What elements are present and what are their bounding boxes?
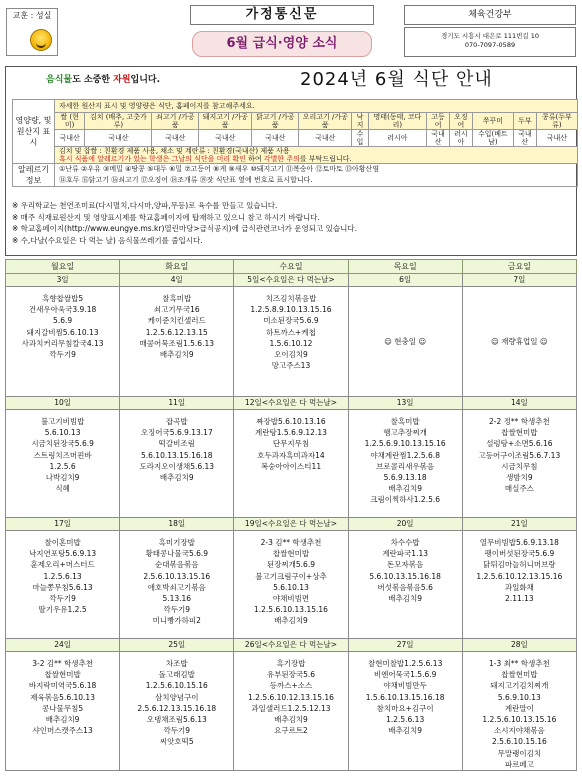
origin-header: 김치 (배추, 고춧가루) — [85, 113, 152, 130]
menu-item: 흑기장밥 — [276, 659, 306, 668]
slogan-part: 음식물 — [46, 75, 73, 85]
menu-item: 2.5.6.12.13.15.16.18 — [137, 703, 217, 713]
menu-item: 바지락미역국5.6.18 — [28, 681, 97, 691]
origin-table — [12, 99, 578, 187]
menu-item: 흑향찹쌀밥5 — [42, 294, 84, 303]
menu-item: 시금치무침 — [501, 461, 538, 471]
kimchi-note — [55, 147, 578, 164]
origin-label: 영양량, 및 원산지 표시 — [13, 100, 55, 164]
menu-item: 찹쌀현미밥 — [501, 670, 538, 680]
menu-item: 치즈김치볶음밥 — [265, 294, 317, 303]
menu-cell — [234, 287, 348, 397]
slogan-part: 자원 — [113, 75, 131, 85]
menu-item: 1.2.5.8.9.10.13.15.16 — [250, 305, 332, 315]
menu-item: 매콤어묵조림1.5.6.13 — [139, 338, 215, 348]
menu-item: 건새우아욱국3.9.18 — [28, 305, 97, 315]
menu-item: 5.6.9.10.13 — [497, 692, 541, 702]
menu-item: 참치마요+김구이 — [376, 703, 434, 713]
notice-item: ※ 우리학교는 천연조미료(다시멸치,다시마,양파,무등)로 육수를 만들고 있습니다. — [12, 201, 278, 210]
origin-value: 러시아 — [449, 130, 472, 147]
menu-item: 1.2.5.6.12.13.15 — [145, 327, 208, 337]
menu-date: 14일 — [462, 397, 576, 410]
school-motto: 교훈 : 성실 — [12, 11, 52, 20]
menu-item: 돌고래김밥 — [158, 670, 195, 680]
menu-item: 불고기크림구이+상추 — [255, 571, 327, 581]
notice-item: ※ 학교홈페이지(http://www.eungye.ms.kr)열린마당>급식공지)에 급식관련코너가 운영되고 있습니다. — [12, 224, 358, 233]
menu-item: 미소된장국5.6.9 — [263, 316, 319, 326]
menu-item: 매실주스 — [504, 484, 534, 494]
menu-item: 5.13.16 — [162, 594, 192, 604]
menu-item: 찹쌀현미밥 — [272, 549, 310, 559]
newsletter-title: 가정통신문 — [190, 5, 374, 25]
menu-date: 25일 — [120, 639, 234, 652]
menu-item: 1.2.5.6 — [49, 461, 76, 471]
menu-item: 황태콩나물국5.6.9 — [145, 549, 209, 559]
menu-item: 깍두기9 — [49, 350, 76, 360]
menu-cell — [348, 531, 462, 639]
menu-cell — [120, 287, 234, 397]
allergy-warning-end: 를 부탁드립니다. — [299, 155, 352, 163]
menu-item: 과일화채 — [504, 582, 534, 592]
origin-value: 국내산 — [427, 130, 450, 147]
contact-info — [404, 27, 576, 57]
menu-cell — [234, 531, 348, 639]
menu-item: 파르페고 — [504, 759, 534, 769]
menu-cell — [234, 410, 348, 518]
menu-item: 오이김치9 — [274, 350, 308, 360]
origin-value: 국내산 — [85, 130, 152, 147]
slogan-part: 도 소중한 — [72, 75, 114, 85]
menu-item: 계란탕1.5.6.9.12.13 — [255, 428, 327, 438]
menu-item: 케이준치킨샐러드 — [147, 316, 206, 326]
notice-item: ※ 수,다날(수요일은 다 먹는 날) 음식물쓰레기를 줄입시다. — [12, 235, 203, 245]
allergy-label: 알레르기 정보 — [13, 164, 55, 187]
menu-date: 3일 — [6, 274, 120, 287]
notice-list — [12, 200, 572, 246]
menu-item: 찰흑미밥 — [390, 417, 420, 426]
menu-item: 망고주스13 — [271, 361, 311, 371]
origin-header: 고등어 — [427, 113, 450, 130]
menu-item: 열무비빔밥5.6.9.13.18 — [479, 538, 559, 547]
menu-item: 배추김치9 — [159, 350, 194, 360]
menu-cell — [6, 287, 120, 397]
notice-item: ※ 매주 식재료원산지 및 영양표시제를 학교홈페이지에 탑재하고 있으니 참고 하시기 바랍니다. — [12, 212, 320, 222]
menu-item: 배추김치9 — [388, 594, 423, 604]
menu-date: 11일 — [120, 397, 234, 410]
menu-item: 샤인머스캣주스13 — [32, 726, 93, 736]
menu-item: 훈제오리+머스터드 — [30, 560, 95, 570]
origin-value: 국내산 — [536, 130, 577, 147]
menu-date: 5일<수요일은 다 먹는날> — [234, 274, 348, 287]
menu-item: 배추김치9 — [388, 484, 423, 494]
allergy-info — [55, 164, 578, 187]
allergy-line: ①난류 ②우유 ③메밀 ④땅콩 ⑤대두 ⑥밀 ⑦고등어 ⑧게 ⑨새우 ⑩돼지고기 ⑪복숭아 ⑫토마토 ⑬아황산염 — [59, 165, 380, 173]
menu-item: 사과치커리무침칼국4.13 — [21, 338, 104, 348]
origin-header: 콩류(두부류) — [536, 113, 577, 130]
origin-value: 국내산 — [299, 130, 352, 147]
menu-cell — [6, 410, 120, 518]
menu-item: 깍두기9 — [163, 605, 191, 615]
menu-item: 5.6.9.13.18 — [383, 473, 427, 483]
origin-value: 수입(베트남) — [472, 130, 513, 147]
menu-item: 유부된장국5.6 — [266, 670, 316, 680]
menu-item: 야채비빔면 — [272, 594, 310, 604]
menu-main-title: 2024년 6월 식단 안내 — [300, 69, 493, 90]
menu-item: 찰현미찰밥1.2.5.6.13 — [367, 659, 443, 668]
origin-header: 낙지 — [352, 113, 368, 130]
menu-item: 배추김치9 — [274, 616, 308, 626]
menu-item: ☺ 현충일 ☺ — [384, 336, 427, 346]
menu-date: 20일 — [348, 518, 462, 531]
menu-item: 1.2.5.6.9.10.13.15.16 — [364, 439, 446, 449]
menu-cell — [6, 531, 120, 639]
menu-item: 돈모자볶음 — [387, 560, 424, 570]
origin-value: 국내산 — [152, 130, 199, 147]
school-logo-icon — [30, 29, 52, 51]
menu-item: 된장찌개5.6.9 — [266, 560, 315, 570]
menu-item: 식혜 — [55, 484, 70, 494]
menu-item: 찰흑미밥 — [162, 294, 192, 303]
menu-item: 5.6.10.13 — [44, 428, 81, 438]
menu-date: 21일 — [462, 518, 576, 531]
menu-item: 1.2.5.6.10.13.15.16 — [482, 715, 557, 725]
menu-item: 호두과자흑미과자14 — [257, 450, 325, 460]
menu-item: 2.5.6.10.13.15.16 — [143, 571, 211, 581]
menu-item: 고등어구이조림5.6.7.13 — [478, 450, 561, 460]
day-header: 목요일 — [348, 260, 462, 274]
menu-date: 28일 — [462, 639, 576, 652]
menu-item: 떡갈비조림 — [158, 439, 195, 449]
day-header: 수요일 — [234, 260, 348, 274]
menu-item: 나박김치9 — [45, 473, 80, 483]
slogan-part: 입니다. — [130, 75, 161, 85]
menu-cell — [462, 531, 576, 639]
menu-item: 찹쌀현미밥 — [501, 428, 538, 438]
menu-cell — [120, 531, 234, 639]
menu-item: 낙지연포탕5.6.9.13 — [28, 549, 97, 559]
menu-item: 생밤치9 — [506, 473, 533, 483]
origin-header: 두부 — [513, 113, 536, 130]
menu-cell — [348, 410, 462, 518]
day-header: 월요일 — [6, 260, 120, 274]
origin-value: 수입 — [352, 130, 368, 147]
menu-item: 햄고추장찌개 — [383, 428, 427, 438]
menu-item: 차조밥 — [165, 659, 188, 668]
origin-value: 국내산 — [513, 130, 536, 147]
origin-header: 쌀 (현미) — [55, 113, 85, 130]
menu-item: 무말랭이김치 — [497, 748, 542, 758]
menu-date: 4일 — [120, 274, 234, 287]
menu-date: 24일 — [6, 639, 120, 652]
menu-cell — [120, 410, 234, 518]
menu-cell — [120, 652, 234, 771]
menu-item: 1-3 최** 학생추천 — [489, 659, 550, 668]
menu-item: 차수수밥 — [390, 538, 420, 547]
menu-item: 1.2.5.6.10.12.13.15.16 — [476, 571, 563, 581]
menu-item: 5.6.10.13.15.16.18 — [140, 450, 213, 460]
origin-header: 쇠고기 /가공품 — [152, 113, 199, 130]
menu-item: 시금치된장국5.6.9 — [31, 439, 94, 449]
menu-item: 계란파국1.13 — [382, 549, 428, 559]
day-header: 금요일 — [462, 260, 576, 274]
menu-item: 2-3 김** 학생추천 — [260, 538, 322, 547]
menu-item: 등까스+소스 — [269, 681, 313, 691]
menu-cell — [462, 410, 576, 518]
menu-date: 26일<수요일은 다 먹는날> — [234, 639, 348, 652]
menu-cell — [6, 652, 120, 771]
origin-note: 자세한 원산지 표시 및 영양량은 식단, 홈페이지를 참고해주세요. — [55, 100, 578, 113]
menu-item: 잡곡밥 — [165, 417, 188, 426]
menu-item: 미니빵가하피2 — [152, 616, 201, 626]
allergy-warning-emph: 각별한 주의 — [263, 155, 300, 163]
menu-item: 3-2 김** 학생추천 — [32, 659, 93, 668]
menu-item: 마늘쫑무침5.6.13 — [32, 582, 93, 592]
menu-item: 제육볶음5.6.10.13 — [30, 692, 95, 702]
eco-note: 김치 및 찹쌀 : 친환경 제품 사용, 채소 및 계란류 : 친환경(국내산) 제품 사용 — [59, 147, 290, 155]
menu-item: 계란말이 — [504, 703, 534, 713]
menu-item: 설렁탕+소면5.6.16 — [486, 439, 553, 449]
menu-item: ☺ 재량휴업일 ☺ — [491, 336, 548, 346]
origin-header: 오징어 — [449, 113, 472, 130]
menu-item: 1.2.5.6.13 — [43, 571, 82, 581]
menu-date: 18일 — [120, 518, 234, 531]
menu-table — [5, 259, 577, 771]
menu-item: 하트까스+케첩 — [266, 327, 316, 337]
menu-item: 딸기우유1.2.5 — [38, 605, 87, 615]
menu-item: 야채계란찜1.2.5.6.8 — [370, 450, 440, 460]
menu-item: 쇠고기무국16 — [153, 305, 200, 315]
menu-date: 17일 — [6, 518, 120, 531]
menu-cell — [462, 287, 576, 397]
menu-item: 오뎅채조림5.6.13 — [146, 715, 207, 725]
menu-item: 야채비빔만두 — [383, 681, 427, 691]
menu-item: 배추김치9 — [45, 715, 80, 725]
menu-item: 과일샐러드1.2.5.12.13 — [251, 703, 331, 713]
menu-item: 5.6.10.13 — [273, 582, 309, 592]
menu-date: 13일 — [348, 397, 462, 410]
menu-item: 5.6.9 — [53, 316, 73, 326]
menu-item: 찰이혼미밥 — [44, 538, 81, 547]
menu-item: 1.5.6.10.12 — [269, 338, 313, 348]
origin-value: 국내산 — [199, 130, 252, 147]
menu-item: 1.5.6.10.13.15.16.18 — [365, 692, 445, 702]
menu-item: 2.5.6.10.15.16 — [491, 737, 547, 747]
origin-header: 쭈꾸미 — [472, 113, 513, 130]
menu-item: 오징어국5.6.9.13.17 — [140, 428, 213, 438]
allergy-warning-mid: 하여 — [245, 155, 264, 163]
menu-item: 5.6.10.13.15.16.18 — [369, 571, 441, 581]
menu-item: 1.2.5.6.10.15.16 — [145, 681, 208, 691]
menu-item: 삼치양념구이 — [155, 692, 199, 702]
menu-item: 애호박쇠고기볶음 — [147, 582, 206, 592]
menu-item: 요구르트2 — [274, 726, 308, 736]
allergy-line: ⑭호두 ⑮닭고기 ⑯쇠고기 ⑰오징어 ⑱조개류 ⑲잣 식단표 옆에 번호로 표시합니다. — [59, 176, 313, 184]
menu-cell — [234, 652, 348, 771]
menu-date: 12일<수요일은 다 먹는날> — [234, 397, 348, 410]
origin-header: 명태(동태, 코다리) — [368, 113, 426, 130]
department: 체육건강부 — [404, 5, 576, 25]
origin-header: 오리고기 /가공품 — [299, 113, 352, 130]
menu-item: 복숭아아이스티11 — [260, 461, 322, 471]
menu-item: 단무지무침 — [272, 439, 310, 449]
menu-item: 돼지고기김치찌개 — [490, 681, 549, 691]
menu-item: 소시지야채볶음 — [494, 726, 545, 736]
menu-cell — [348, 287, 462, 397]
menu-item: 흑미기장밥 — [158, 538, 195, 547]
menu-item: 닭튀김마늘허니머브랑 — [483, 560, 556, 570]
day-header: 화요일 — [120, 260, 234, 274]
menu-item: 돼지갈비찜5.6.10.13 — [26, 327, 99, 337]
origin-value: 러시아 — [368, 130, 426, 147]
menu-item: 2.11.13 — [505, 594, 534, 604]
menu-cell — [348, 652, 462, 771]
menu-item: 크림이찍하사1.2.5.6 — [370, 495, 441, 505]
menu-item: 찹쌀현미밥 — [44, 670, 81, 680]
menu-date: 6일 — [348, 274, 462, 287]
menu-item: 배추김치9 — [274, 715, 308, 725]
origin-value: 국내산 — [252, 130, 299, 147]
menu-date: 10일 — [6, 397, 120, 410]
menu-item: 1.2.5.6.13 — [386, 715, 425, 725]
menu-item: 도라지오이생채5.6.13 — [139, 461, 215, 471]
allergy-warning: 혹시 식품에 알레르기가 있는 학생은 그날의 식단을 미리 확인 — [59, 155, 246, 163]
origin-value: 국내산 — [55, 130, 85, 147]
menu-item: 버섯볶음볶음5.6 — [377, 582, 433, 592]
menu-item: 순대볶음볶음 — [155, 560, 199, 570]
menu-item: 콩나물무침5 — [42, 703, 84, 713]
menu-item: 비엔어묵국1.5.6.9 — [373, 670, 437, 680]
menu-item: 1.2.5.6.10.12.13.15.16 — [248, 692, 334, 702]
menu-cell — [462, 652, 576, 771]
menu-date: 7일 — [462, 274, 576, 287]
newsletter-subtitle: 6월 급식·영양 소식 — [192, 31, 372, 57]
slogan — [46, 72, 160, 85]
address: 경기도 시흥시 대은로 111번길 10 — [440, 32, 539, 40]
menu-item: 씨앗호떡5 — [159, 737, 194, 747]
origin-header: 돼지고기 /가공품 — [199, 113, 252, 130]
menu-item: 배추김치9 — [388, 726, 423, 736]
menu-item: 2-2 정** 학생추천 — [489, 417, 550, 426]
origin-header: 닭고기 /가공품 — [252, 113, 299, 130]
menu-item: 깍두기9 — [49, 594, 76, 604]
menu-date: 19일<수요일은 다 먹는날> — [234, 518, 348, 531]
menu-item: 브로콜리새우볶음 — [376, 461, 435, 471]
menu-item: 스트링치즈머핀바 — [33, 450, 92, 460]
menu-item: 불고기비빔밥 — [40, 417, 85, 426]
menu-item: 팽이버섯된장국5.6.9 — [484, 549, 555, 559]
menu-date: 27일 — [348, 639, 462, 652]
menu-item: 배추김치9 — [159, 473, 194, 483]
phone: 070-7097-0589 — [464, 41, 516, 49]
menu-item: 짜장밥5.6.10.13.16 — [256, 417, 326, 426]
menu-item: 깍두기9 — [163, 726, 191, 736]
menu-item: 1.2.5.6.10.13.15.16 — [253, 605, 328, 615]
